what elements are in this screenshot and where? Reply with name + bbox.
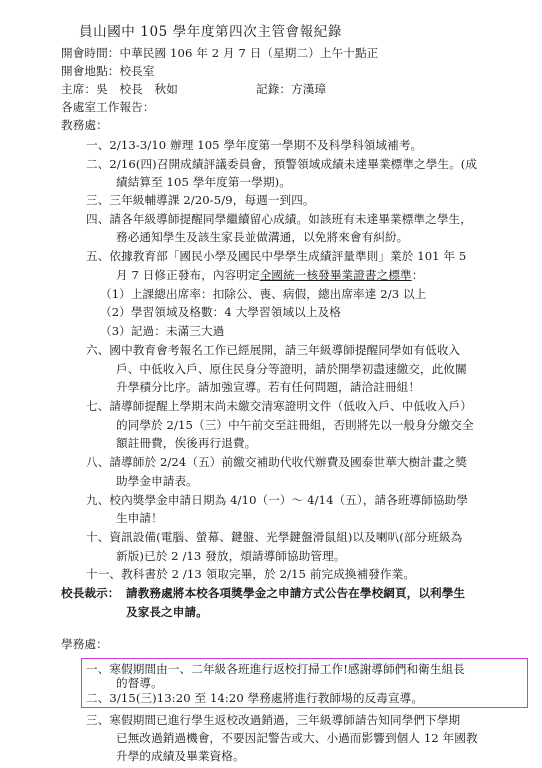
academic-item-1: 一、2/13-3/10 辦理 105 學年度第一學期不及科學科領域補考。 [86,138,423,152]
academic-item-7: 七、請導師提醒上學期末尚未繳交清寒證明文件（低收入戶、中低收入戶） [86,399,472,413]
academic-item-11: 十一、教科書於 2 /13 領取完畢，於 2/15 前完成換補發作業。 [86,567,416,581]
reports-heading: 各處室工作報告： [61,100,155,114]
student-affairs-item-3-cont-1: 已無改過銷過機會，不要因記警告或大、小過而影響到個人 12 年國教 [116,731,478,745]
academic-item-2: 二、2/16(四)召開成績評議委員會，預警領域成績未達畢業標準之學生。(成 [86,157,478,171]
academic-item-9: 九、校內獎學金申請日期為 4/10（一）～ 4/14（五），請各班導師協助學 [86,493,469,507]
document-title: 員山國中 105 學年度第四次主管會報紀錄 [79,24,342,40]
academic-item-7-cont-2: 額註冊費，俟後再行退費。 [116,436,257,450]
underlined-standard: 全國統一核發畢業證書之標準 [259,268,412,282]
academic-item-2-cont: 績結算至 105 學年度第一學期)。 [116,175,291,189]
academic-item-5-criterion-1: （1）上課總出席率：扣除公、喪、病假，總出席率達 2/3 以上 [100,287,427,301]
academic-item-8-cont: 助學金申請表。 [116,474,198,488]
student-affairs-item-1: 一、寒假期間由一、二年級各班進行返校打掃工作!感謝導師們和衛生組長 [86,662,465,676]
student-affairs-heading: 學務處： [61,637,108,651]
principal-instruction-1: 請教務處將本校各項獎學金之申請方式公告在學校網頁，以利學生 [126,586,466,600]
academic-item-10: 十、資訊設備(電腦、螢幕、鍵盤、光學鍵盤滑鼠組)以及喇叭(部分班級為 [86,530,463,544]
academic-item-5-cont: 月 7 日修正發布，內容明定全國統一核發畢業證書之標準： [116,268,424,282]
academic-item-6-cont-1: 戶、中低收入戶、原住民身分等證明，請於開學初盡速繳交，此攸關 [116,362,467,376]
academic-item-5: 五、依據教育部「國民小學及國民中學學生成績評量準則」業於 101 年 5 [86,249,467,263]
academic-item-6: 六、國中教育會考報名工作已經展開，請三年級導師提醒同學如有低收入 [86,343,461,357]
meeting-recorder: 記錄：方漢璋 [256,82,327,96]
student-affairs-item-3-cont-2: 升學的成績及畢業資格。 [116,749,245,763]
academic-item-9-cont: 生申請！ [116,511,163,525]
meeting-place: 開會地點：校長室 [61,64,155,78]
academic-item-4: 四、請各年級導師提醒同學繼續留心成績。如該班有未達畢業標準之學生， [86,212,472,226]
academic-item-4-cont: 務必通知學生及該生家長並做溝通，以免將來會有糾紛。 [116,230,409,244]
academic-item-3: 三、三年級輔導課 2/20-5/9，每週一到四。 [86,193,315,207]
meeting-chair: 主席：吳 校長 秋如 [61,82,178,96]
academic-item-10-cont: 新版)已於 2 /13 發放，煩請導師協助管理。 [116,549,346,563]
student-affairs-item-2: 二、3/15(三)13:20 至 14:20 學務處將進行教師場的反毒宣導。 [86,691,424,705]
academic-item-7-cont-1: 的同學於 2/15（三）中午前交至註冊組，否則將先以一般身分繳交全 [116,418,474,432]
academic-item-5-criterion-3: （3）記過：未滿三大過 [100,324,225,338]
academic-item-8: 八、請導師於 2/24（五）前繳交補助代收代辦費及國泰世華大樹計畫之獎 [86,455,468,469]
academic-item-5-criterion-2: （2）學習領域及格數：4 大學習領域以上及格 [100,305,341,319]
academic-item-6-cont-2: 升學積分比序。請加強宣導。若有任何問題，請洽註冊組！ [116,380,421,394]
principal-label: 校長裁示： [61,586,120,600]
meeting-time: 開會時間：中華民國 106 年 2 月 7 日（星期二）上午十點正 [61,46,379,60]
student-affairs-item-3: 三、寒假期間已進行學生返校改過銷過，三年級導師請告知同學們下學期 [86,713,461,727]
principal-instruction-2: 及家長之申請。 [126,605,208,619]
academic-heading: 教務處： [61,118,108,132]
student-affairs-item-1-cont: 的督導。 [116,676,163,690]
